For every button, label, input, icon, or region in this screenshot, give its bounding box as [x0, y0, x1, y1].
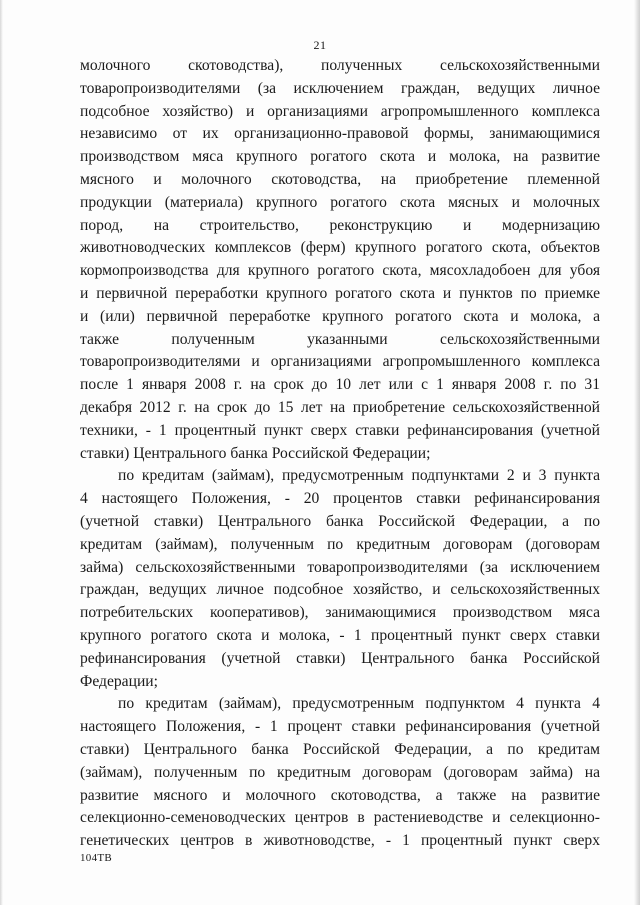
text-line: пород, на строительство, реконструкцию и модернизацию [80, 216, 600, 234]
text-line: ставки) Центрального банка Российской Федерации; [80, 444, 431, 462]
text-line: (займам), полученным по кредитным договорам (договорам займа) на [80, 763, 600, 781]
text-line: крупного рогатого скота и молока, - 1 процентный пункт сверх ставки [80, 626, 600, 644]
text-line: Федерации; [80, 672, 158, 690]
page-right-edge [634, 0, 640, 905]
text-line: декабря 2012 г. на срок до 15 лет на приобретение сельскохозяйственной [80, 398, 600, 416]
text-line: подсобное хозяйство) и организациями агропромышленного комплекса [80, 102, 600, 120]
text-line: ставки) Центрального банка Российской Федерации, а по кредитам [80, 740, 600, 758]
text-line: по кредитам (займам), предусмотренным подпунктом 4 пункта 4 [118, 695, 600, 713]
text-line: 4 настоящего Положения, - 20 процентов ставки рефинансирования [80, 490, 600, 508]
text-line: кредитам (займам), полученным по кредитным договорам (договорам [80, 535, 600, 553]
text-line: молочного скотоводства), полученных сельскохозяйственными [80, 57, 600, 74]
text-line: (учетной ставки) Центрального банка Российской Федерации, а по [80, 512, 600, 530]
text-line: и (или) первичной переработке крупного рогатого скота и молока, а [80, 307, 600, 325]
text-line: развитие мясного и молочного скотоводства, а также на развитие [80, 786, 600, 804]
text-line: займа) сельскохозяйственными товаропроизводителями (за исключением [80, 558, 600, 576]
text-line: настоящего Положения, - 1 процент ставки рефинансирования (учетной [80, 718, 600, 736]
text-line: техники, - 1 процентный пункт сверх ставки рефинансирования (учетной [80, 421, 600, 439]
text-line: продукции (материала) крупного рогатого скота мясных и молочных [80, 193, 600, 211]
text-line: независимо от их организационно-правовой формы, занимающимися [80, 125, 600, 143]
text-line: животноводческих комплексов (ферм) крупного рогатого скота, объектов [80, 239, 600, 257]
text-line: товаропроизводителями и организациями агропромышленного комплекса [80, 353, 600, 371]
text-line: граждан, ведущих личное подсобное хозяйство, и сельскохозяйственных [80, 581, 600, 599]
text-line: по кредитам (займам), предусмотренным подпунктами 2 и 3 пункта [118, 467, 600, 485]
text-line: потребительских кооперативов), занимающимися производством мяса [80, 604, 600, 622]
text-line: генетических центров в животноводстве, - 1 процентный пункт сверх [80, 832, 600, 850]
text-line: и первичной переработки крупного рогатого скота и пунктов по приемке [80, 284, 600, 302]
page-left-edge [0, 0, 3, 905]
text-line: также полученным указанными сельскохозяйственными [80, 330, 600, 348]
text-line: мясного и молочного скотоводства, на приобретение племенной [80, 170, 600, 188]
text-line: товаропроизводителями (за исключением граждан, ведущих личное [80, 79, 600, 97]
text-line: после 1 января 2008 г. на срок до 10 лет или с 1 января 2008 г. по 31 [80, 376, 600, 394]
text-line: рефинансирования (учетной ставки) Центрального банка Российской [80, 649, 600, 667]
text-line: кормопроизводства для крупного рогатого скота, мясохладобоен для убоя [80, 262, 600, 280]
page-number: 21 [313, 38, 327, 52]
text-line: производством мяса крупного рогатого скота и молока, на развитие [80, 148, 600, 166]
text-line: селекционно-семеноводческих центров в растениеводстве и селекционно- [80, 809, 600, 827]
document-code: 104ТВ [80, 852, 113, 864]
document-body [80, 55, 600, 853]
